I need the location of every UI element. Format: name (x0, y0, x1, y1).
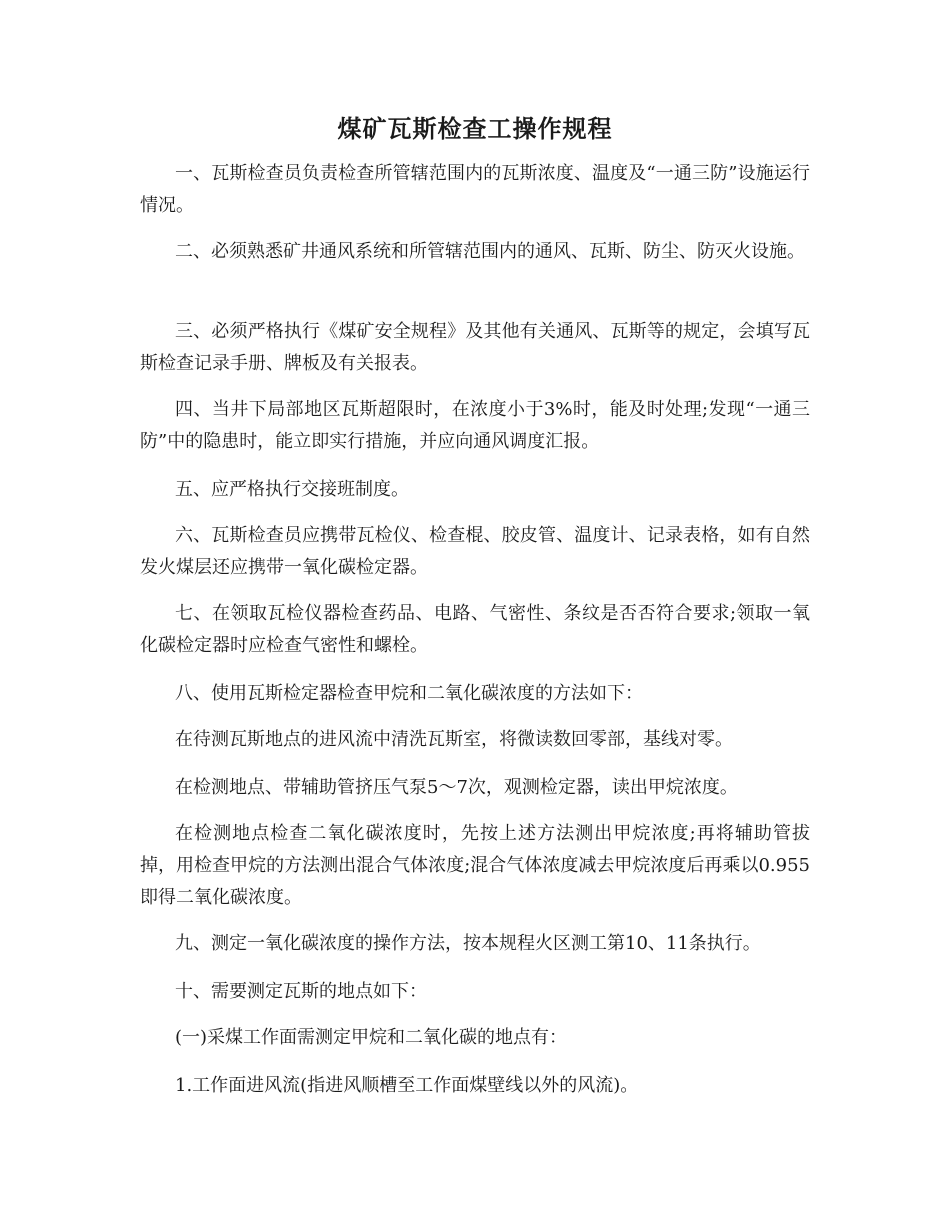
paragraph-6: 六、瓦斯检查员应携带瓦检仪、检查棍、胶皮管、温度计、记录表格，如有自然发火煤层还应携带一氧化碳检定器。 (140, 525, 810, 578)
paragraph-13: 十、需要测定瓦斯的地点如下： (175, 981, 427, 1002)
paragraph-12: 九、测定一氧化碳浓度的操作方法，按本规程火区测工第10、11条执行。 (175, 933, 761, 954)
paragraph-8: 八、使用瓦斯检定器检查甲烷和二氧化碳浓度的方法如下： (175, 683, 643, 704)
paragraph-15: 1.工作面进风流(指进风顺槽至工作面煤壁线以外的风流)。 (175, 1075, 639, 1096)
paragraph-1: 一、瓦斯检查员负责检查所管辖范围内的瓦斯浓度、温度及“一通三防”设施运行情况。 (140, 163, 810, 216)
paragraph-9: 在待测瓦斯地点的进风流中清洗瓦斯室，将微读数回零部，基线对零。 (175, 729, 733, 750)
paragraph-4: 四、当井下局部地区瓦斯超限时，在浓度小于3%时，能及时处理;发现“一通三防”中的隐患时，能立即实行措施，并应向通风调度汇报。 (140, 399, 810, 452)
paragraph-7: 七、在领取瓦检仪器检查药品、电路、气密性、条纹是否否符合要求;领取一氧化碳检定器时应检查气密性和螺栓。 (140, 603, 810, 656)
paragraph-10: 在检测地点、带辅助管挤压气泵5～7次，观测检定器，读出甲烷浓度。 (175, 777, 738, 798)
paragraph-11: 在检测地点检查二氧化碳浓度时，先按上述方法测出甲烷浓度;再将辅助管拔掉，用检查甲烷的方法测出混合气体浓度;混合气体浓度减去甲烷浓度后再乘以0.955即得二氧化碳浓度。 (140, 823, 810, 908)
document-title: 煤矿瓦斯检查工操作规程 (337, 115, 613, 143)
paragraph-2: 二、必须熟悉矿井通风系统和所管辖范围内的通风、瓦斯、防尘、防灭火设施。 (175, 241, 805, 262)
paragraph-14: (一)采煤工作面需测定甲烷和二氧化碳的地点有： (175, 1027, 568, 1048)
paragraph-3: 三、必须严格执行《煤矿安全规程》及其他有关通风、瓦斯等的规定，会填写瓦斯检查记录手册、牌板及有关报表。 (140, 321, 810, 374)
paragraph-5: 五、应严格执行交接班制度。 (175, 479, 409, 500)
